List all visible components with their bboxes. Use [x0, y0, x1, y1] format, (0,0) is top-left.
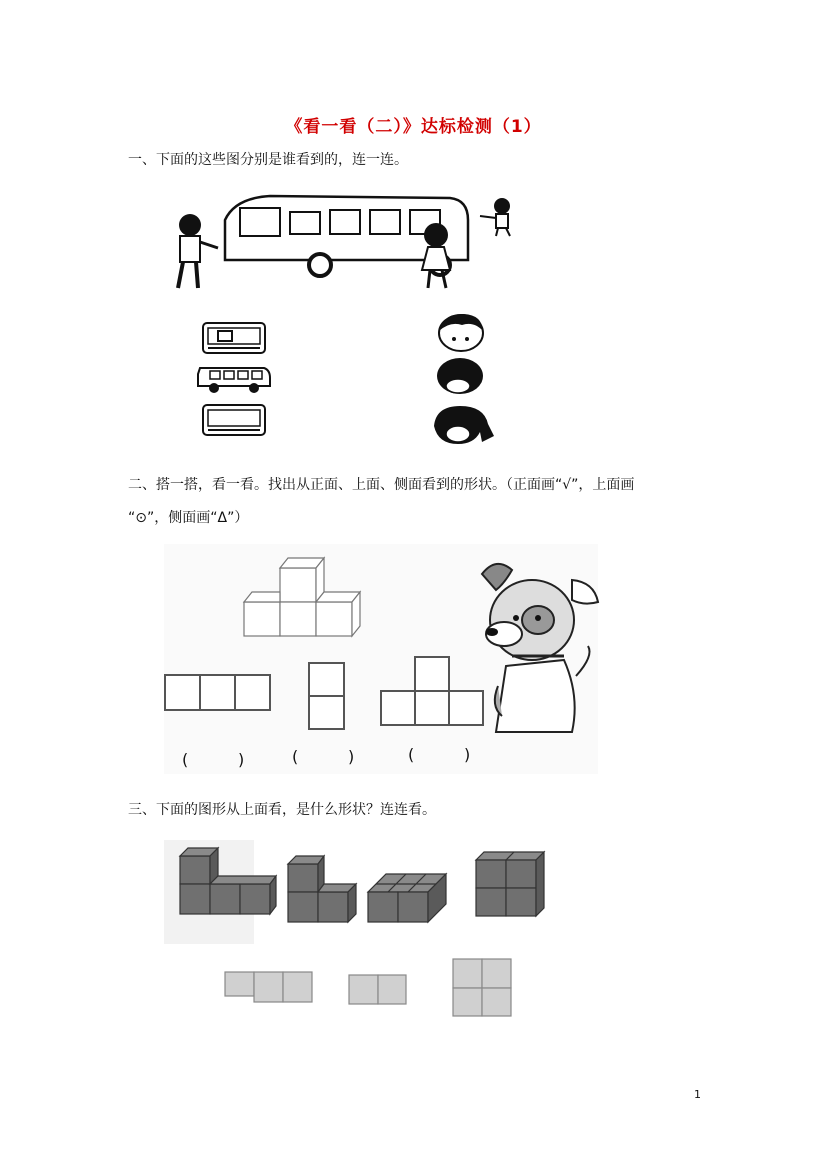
answer-blank-2-close[interactable]: ): [348, 747, 355, 766]
question-2-prompt-line2: “⊙”，侧面画“Δ”）: [128, 510, 249, 526]
page-number: 1: [694, 1088, 701, 1101]
answer-blank-1-close[interactable]: ): [238, 750, 245, 769]
answer-blank-3-open[interactable]: (: [408, 745, 415, 764]
dark-block-l-shape: [176, 846, 280, 916]
dark-block-cube: [474, 850, 546, 918]
question-3-prompt: 三、下面的图形从上面看，是什么形状？连连看。: [128, 802, 436, 818]
front-view-card: [202, 322, 266, 354]
top-view-option-square: [452, 958, 514, 1018]
puppy-illustration: [476, 556, 600, 742]
bus-scene-illustration: [150, 190, 530, 300]
cube-stack-3d: [240, 556, 370, 638]
dark-block-flat: [366, 870, 448, 924]
side-view-bus-card: [194, 364, 272, 394]
child-head-3: [428, 402, 496, 448]
top-view-option-l-row: [224, 970, 314, 1004]
dark-block-small-l: [286, 852, 360, 924]
answer-blank-2-open[interactable]: (: [292, 747, 299, 766]
view-option-t-shape: [380, 656, 486, 726]
child-head-2: [432, 354, 488, 396]
view-option-two-stacked: [308, 662, 348, 730]
answer-blank-3-close[interactable]: ): [464, 745, 471, 764]
top-view-option-two: [348, 974, 408, 1006]
question-1-prompt: 一、下面的这些图分别是谁看到的，连一连。: [128, 152, 408, 168]
question-2-prompt-line1: 二、搭一搭，看一看。找出从正面、上面、侧面看到的形状。（正面画“√”，上面画: [128, 477, 635, 493]
child-head-1: [434, 311, 488, 353]
answer-blank-1-open[interactable]: (: [182, 750, 189, 769]
back-view-card: [202, 404, 266, 436]
view-option-three-in-row: [164, 674, 274, 712]
page-title: 《看一看（二）》达标检测（1）: [285, 117, 542, 137]
